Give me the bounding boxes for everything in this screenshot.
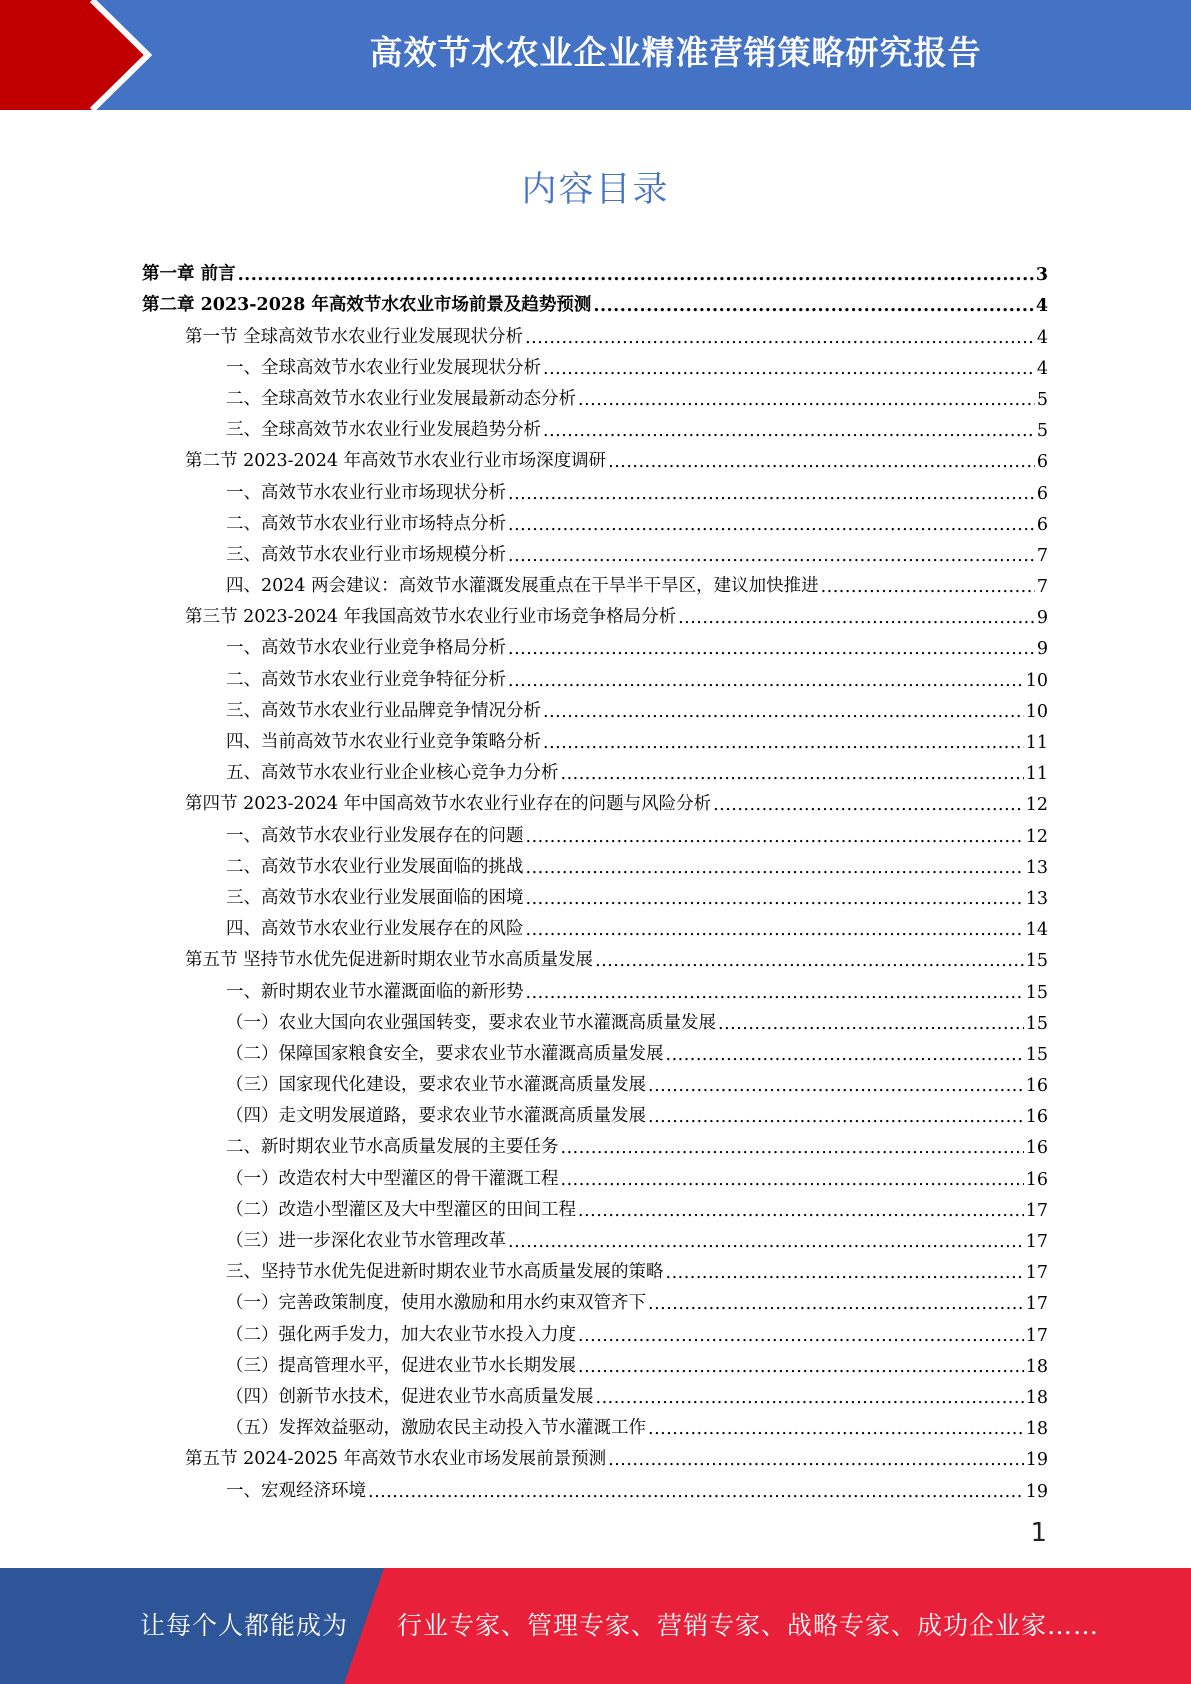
toc-entry-page: 5 xyxy=(1036,421,1048,442)
toc-entry[interactable] xyxy=(142,1377,1048,1408)
toc-entry-page: 10 xyxy=(1025,670,1048,691)
toc-entry[interactable] xyxy=(142,878,1048,909)
toc-dot-leader xyxy=(578,390,1035,410)
toc-entry-title: （三）国家现代化建设，要求农业节水灌溉高质量发展 xyxy=(226,1075,646,1096)
toc-entry-page: 5 xyxy=(1036,389,1048,410)
toc-dot-leader xyxy=(543,421,1035,441)
toc-entry-title: 四、当前高效节水农业行业竞争策略分析 xyxy=(226,732,541,752)
toc-entry-page: 18 xyxy=(1025,1356,1048,1377)
toc-entry-title: 四、2024 两会建议：高效节水灌溉发展重点在干旱半干旱区，建议加快推进 xyxy=(226,576,819,597)
page-number: 1 xyxy=(1030,1518,1047,1548)
toc-entry-page: 7 xyxy=(1036,545,1048,566)
toc-dot-leader xyxy=(648,1076,1024,1096)
toc-dot-leader xyxy=(508,484,1035,504)
toc-entry[interactable] xyxy=(142,1470,1048,1501)
toc-entry-title: 五、高效节水农业行业企业核心竞争力分析 xyxy=(226,763,559,784)
toc-dot-leader xyxy=(508,671,1024,691)
toc-entry-title: （五）发挥效益驱动，激励农民主动投入节水灌溉工作 xyxy=(226,1418,646,1439)
toc-entry[interactable] xyxy=(142,410,1048,441)
footer-slogan-left: 让每个人都能成为 xyxy=(140,1611,349,1640)
toc-entry[interactable] xyxy=(142,909,1048,940)
toc-entry[interactable] xyxy=(142,348,1048,379)
toc-entry-title: （一）完善政策制度，使用水激励和用水约束双管齐下 xyxy=(226,1293,646,1314)
toc-dot-leader xyxy=(666,1263,1024,1283)
toc-entry[interactable] xyxy=(142,254,1048,285)
toc-entry[interactable] xyxy=(142,1314,1048,1345)
toc-entry-page: 3 xyxy=(1035,265,1048,286)
toc-entry-page: 17 xyxy=(1025,1263,1048,1284)
document-title xyxy=(180,0,1191,110)
toc-entry-title: （四）创新节水技术，促进农业节水高质量发展 xyxy=(226,1386,594,1407)
toc-entry-page: 18 xyxy=(1025,1419,1048,1440)
toc-entry-title: 二、高效节水农业行业市场特点分析 xyxy=(226,513,506,534)
page-footer xyxy=(0,1568,1191,1684)
toc-dot-leader xyxy=(713,795,1024,815)
toc-dot-leader xyxy=(608,1450,1024,1470)
toc-entry-page: 12 xyxy=(1025,826,1048,847)
toc-entry-page: 15 xyxy=(1025,982,1048,1003)
page-header xyxy=(0,0,1191,110)
toc-entry-page: 9 xyxy=(1036,608,1048,629)
toc-entry-title: 二、新时期农业节水高质量发展的主要任务 xyxy=(226,1137,559,1158)
toc-entry[interactable] xyxy=(142,1127,1048,1158)
toc-dot-leader xyxy=(526,983,1024,1003)
toc-entry[interactable] xyxy=(142,1190,1048,1221)
toc-entry-page: 16 xyxy=(1025,1169,1048,1190)
header-red-chevron xyxy=(0,0,148,110)
toc-dot-leader xyxy=(666,1045,1024,1065)
toc-entry-page: 6 xyxy=(1036,452,1048,473)
toc-entry[interactable] xyxy=(142,753,1048,784)
toc-dot-leader xyxy=(526,889,1024,909)
toc-dot-leader xyxy=(821,577,1035,597)
toc-entry-title: 三、高效节水农业行业市场规模分析 xyxy=(226,544,506,565)
toc-dot-leader xyxy=(595,951,1024,971)
toc-dot-leader xyxy=(718,1014,1024,1034)
toc-entry-title: 三、坚持节水优先促进新时期农业节水高质量发展的策略 xyxy=(226,1262,664,1283)
toc-entry[interactable] xyxy=(142,504,1048,535)
toc-entry-page: 11 xyxy=(1025,764,1048,785)
toc-entry[interactable] xyxy=(142,659,1048,690)
toc-entry-page: 15 xyxy=(1025,1013,1048,1034)
toc-dot-leader xyxy=(648,1294,1024,1314)
toc-entry-title: （二）改造小型灌区及大中型灌区的田间工程 xyxy=(226,1199,576,1220)
toc-dot-leader xyxy=(526,827,1024,847)
toc-dot-leader xyxy=(508,639,1035,659)
toc-dot-leader xyxy=(238,265,1034,285)
toc-entry-page: 19 xyxy=(1025,1481,1048,1502)
toc-entry-page: 13 xyxy=(1025,888,1048,909)
toc-entry-page: 12 xyxy=(1025,795,1048,816)
toc-entry[interactable] xyxy=(142,1065,1048,1096)
toc-entry-page: 9 xyxy=(1036,639,1048,660)
footer-slogan-right: 行业专家、管理专家、营销专家、战略专家、成功企业家…… xyxy=(397,1611,1100,1640)
toc-entry-title: 一、高效节水农业行业发展存在的问题 xyxy=(226,825,524,846)
toc-entry-title: 第二节 2023-2024 年高效节水农业行业市场深度调研 xyxy=(185,451,607,472)
toc-entry[interactable] xyxy=(142,597,1048,628)
toc-dot-leader xyxy=(508,1232,1024,1252)
toc-dot-leader xyxy=(543,733,1024,753)
toc-dot-leader xyxy=(368,1482,1024,1502)
toc-dot-leader xyxy=(596,1388,1024,1408)
toc-entry[interactable] xyxy=(142,1439,1048,1470)
toc-dot-leader xyxy=(561,1138,1024,1158)
toc-entry-title: 第二章 2023-2028 年高效节水农业市场前景及趋势预测 xyxy=(142,295,592,316)
toc-entry[interactable] xyxy=(142,316,1048,347)
toc-entry-page: 4 xyxy=(1035,296,1048,317)
toc-entry-title: 三、全球高效节水农业行业发展趋势分析 xyxy=(226,420,541,441)
toc-entry-title: 第一节 全球高效节水农业行业发展现状分析 xyxy=(185,326,524,347)
toc-entry-title: 第三节 2023-2024 年我国高效节水农业行业市场竞争格局分析 xyxy=(185,607,677,628)
toc-dot-leader xyxy=(543,359,1035,379)
toc-entry[interactable] xyxy=(142,1408,1048,1439)
toc-entry[interactable] xyxy=(142,628,1048,659)
toc-dot-leader xyxy=(525,328,1035,348)
toc-heading: 内容目录 xyxy=(521,170,670,210)
toc-entry-title: 一、高效节水农业行业竞争格局分析 xyxy=(226,638,506,659)
toc-entry-title: 第五节 坚持节水优先促进新时期农业节水高质量发展 xyxy=(185,950,594,971)
toc-entry-title: 一、宏观经济环境 xyxy=(226,1480,366,1501)
toc-entry[interactable] xyxy=(142,566,1048,597)
toc-entry[interactable] xyxy=(142,472,1048,503)
toc-entry-title: （二）保障国家粮食安全，要求农业节水灌溉高质量发展 xyxy=(226,1043,664,1064)
toc-entry-page: 16 xyxy=(1025,1107,1048,1128)
toc-dot-leader xyxy=(593,296,1033,316)
toc-dot-leader xyxy=(543,702,1024,722)
toc-dot-leader xyxy=(608,452,1035,472)
toc-entry[interactable] xyxy=(142,1158,1048,1189)
toc-entry[interactable] xyxy=(142,940,1048,971)
toc-entry[interactable] xyxy=(142,379,1048,410)
table-of-contents xyxy=(142,254,1048,1502)
toc-entry-title: （三）进一步深化农业节水管理改革 xyxy=(226,1231,506,1251)
toc-entry[interactable] xyxy=(142,971,1048,1002)
toc-dot-leader xyxy=(678,608,1035,628)
toc-entry-page: 15 xyxy=(1025,951,1048,972)
toc-entry[interactable] xyxy=(142,847,1048,878)
toc-entry-page: 6 xyxy=(1036,483,1048,504)
toc-dot-leader xyxy=(526,920,1024,940)
toc-entry[interactable] xyxy=(142,1003,1048,1034)
toc-entry-title: 二、高效节水农业行业发展面临的挑战 xyxy=(226,856,524,877)
toc-entry-page: 18 xyxy=(1025,1387,1048,1408)
toc-entry-title: 三、高效节水农业行业发展面临的困境 xyxy=(226,887,524,908)
toc-entry-title: 第五节 2024-2025 年高效节水农业市场发展前景预测 xyxy=(185,1449,607,1470)
toc-entry[interactable] xyxy=(142,691,1048,722)
toc-entry[interactable] xyxy=(142,285,1048,316)
toc-entry-page: 4 xyxy=(1036,358,1048,379)
toc-dot-leader xyxy=(508,515,1035,535)
toc-entry[interactable] xyxy=(142,815,1048,846)
toc-dot-leader xyxy=(578,1201,1024,1221)
toc-entry-page: 11 xyxy=(1025,733,1048,753)
toc-entry-title: 一、全球高效节水农业行业发展现状分析 xyxy=(226,357,541,378)
toc-entry[interactable] xyxy=(142,1346,1048,1377)
toc-entry-page: 17 xyxy=(1025,1294,1048,1315)
toc-entry-title: （二）强化两手发力，加大农业节水投入力度 xyxy=(226,1324,576,1345)
toc-entry[interactable] xyxy=(142,441,1048,472)
toc-dot-leader xyxy=(526,858,1024,878)
toc-entry[interactable] xyxy=(142,784,1048,815)
toc-entry[interactable] xyxy=(142,1252,1048,1283)
toc-dot-leader xyxy=(561,764,1024,784)
toc-entry[interactable] xyxy=(142,1221,1048,1252)
toc-entry-page: 7 xyxy=(1036,577,1048,598)
document-title-text: 高效节水农业企业精准营销策略研究报告 xyxy=(369,33,982,72)
toc-entry-page: 10 xyxy=(1025,701,1048,722)
toc-entry-page: 13 xyxy=(1025,857,1048,878)
toc-entry[interactable] xyxy=(142,1096,1048,1127)
toc-entry-title: （四）走文明发展道路，要求农业节水灌溉高质量发展 xyxy=(226,1106,646,1127)
toc-dot-leader xyxy=(648,1419,1024,1439)
toc-entry-page: 17 xyxy=(1025,1325,1048,1346)
toc-entry[interactable] xyxy=(142,535,1048,566)
toc-entry-page: 6 xyxy=(1036,514,1048,535)
toc-dot-leader xyxy=(561,1170,1024,1190)
toc-entry-page: 16 xyxy=(1025,1138,1048,1159)
toc-entry[interactable] xyxy=(142,1034,1048,1065)
toc-dot-leader xyxy=(578,1357,1024,1377)
toc-entry-title: 一、新时期农业节水灌溉面临的新形势 xyxy=(226,981,524,1002)
toc-entry-page: 4 xyxy=(1036,327,1048,348)
toc-entry-title: 二、全球高效节水农业行业发展最新动态分析 xyxy=(226,388,576,409)
toc-entry-title: 第四节 2023-2024 年中国高效节水农业行业存在的问题与风险分析 xyxy=(185,794,712,815)
toc-entry-title: 二、高效节水农业行业竞争特征分析 xyxy=(226,669,506,690)
toc-entry-page: 17 xyxy=(1025,1232,1048,1252)
toc-entry-page: 15 xyxy=(1025,1044,1048,1065)
toc-entry-page: 14 xyxy=(1025,920,1048,941)
toc-entry-title: 第一章 前言 xyxy=(142,264,236,285)
toc-entry-title: 一、高效节水农业行业市场现状分析 xyxy=(226,482,506,503)
toc-dot-leader xyxy=(508,546,1035,566)
toc-entry-title: （一）农业大国向农业强国转变，要求农业节水灌溉高质量发展 xyxy=(226,1012,716,1033)
toc-entry-page: 16 xyxy=(1025,1076,1048,1097)
toc-entry[interactable] xyxy=(142,1283,1048,1314)
toc-entry-title: （一）改造农村大中型灌区的骨干灌溉工程 xyxy=(226,1168,559,1189)
toc-entry-page: 17 xyxy=(1025,1200,1048,1221)
toc-entry-title: （三）提高管理水平，促进农业节水长期发展 xyxy=(226,1355,576,1376)
toc-dot-leader xyxy=(648,1107,1024,1127)
toc-entry-title: 四、高效节水农业行业发展存在的风险 xyxy=(226,919,524,940)
toc-dot-leader xyxy=(578,1326,1024,1346)
toc-entry-title: 三、高效节水农业行业品牌竞争情况分析 xyxy=(226,700,541,721)
toc-entry[interactable] xyxy=(142,722,1048,753)
toc-entry-page: 19 xyxy=(1025,1450,1048,1471)
